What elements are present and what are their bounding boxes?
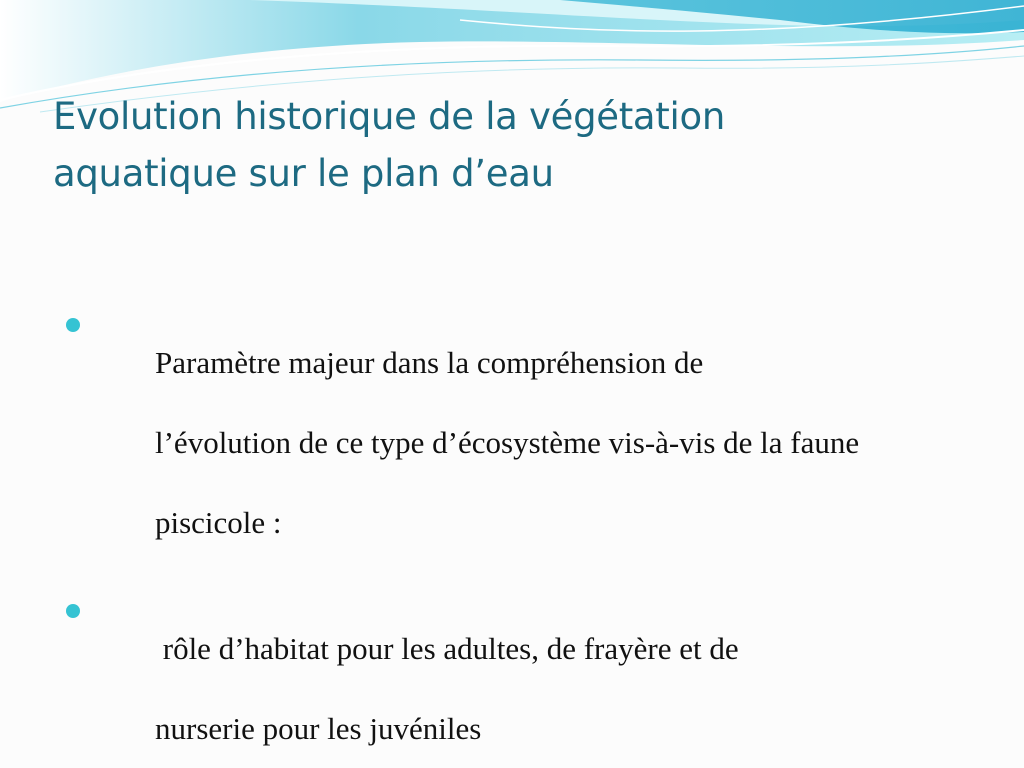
bullet-text-2 <box>93 589 974 768</box>
bullet-1-line-1: Paramètre majeur dans la compréhension de <box>155 345 704 380</box>
bullet-dot-icon <box>66 604 80 618</box>
slide-title-line-2: aquatique sur le plan d’eau <box>53 152 554 195</box>
bullet-1-line-2: l’évolution de ce type d’écosystème vis-à-vis de la faune <box>155 425 860 460</box>
bullet-2-line-2: nurserie pour les juvéniles <box>155 711 482 746</box>
bullet-list <box>64 303 974 768</box>
slide-title-line-1: Evolution historique de la végétation <box>53 95 725 138</box>
slide-title <box>53 88 993 202</box>
bullet-item-2 <box>64 589 974 768</box>
bullet-text-1 <box>93 303 974 583</box>
bullet-1-line-3: piscicole : <box>155 505 282 540</box>
bullet-item-1 <box>64 303 974 583</box>
bullet-2-line-1: rôle d’habitat pour les adultes, de frayère et de <box>155 631 739 666</box>
bullet-dot-icon <box>66 318 80 332</box>
